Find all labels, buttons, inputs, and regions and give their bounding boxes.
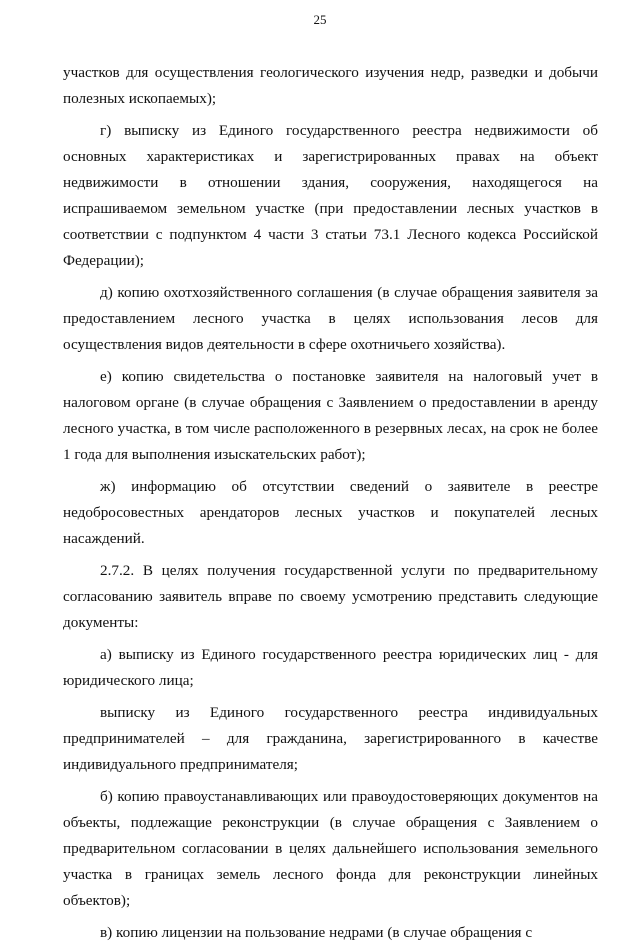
paragraph: е) копию свидетельства о постановке заявителя на налоговый учет в налоговом органе (в случае обращения с Заявлением о предоставлении в аренду лесного участка, в том числе расположенного в резервных лесах, на срок не более 1 года для выполнения изыскательских работ);: [63, 368, 598, 463]
paragraph: выписку из Единого государственного реестра индивидуальных предпринимателей – для гражданина, зарегистрированного в качестве индивидуального предпринимателя;: [63, 704, 598, 773]
paragraph: д) копию охотхозяйственного соглашения (в случае обращения заявителя за предоставлением лесного участка в целях использования лесов для осуществления видов деятельности в сфере охотничьего хозяйства).: [63, 284, 598, 353]
paragraph: а) выписку из Единого государственного реестра юридических лиц - для юридического лица;: [63, 646, 598, 689]
page-number: 25: [313, 12, 327, 27]
paragraph: б) копию правоустанавливающих или правоудостоверяющих документов на объекты, подлежащие реконструкции (в случае обращения с Заявлением о предварительном согласовании в целях дальнейшего использования земельного участка в границах земель лесного фонда для реконструкции линейных объектов);: [63, 788, 598, 909]
paragraph: 2.7.2. В целях получения государственной услуги по предварительному согласованию заявитель вправе по своему усмотрению представить следующие документы:: [63, 562, 598, 631]
paragraph: ж) информацию об отсутствии сведений о заявителе в реестре недобросовестных арендаторов лесных участков и покупателей лесных насаждений.: [63, 478, 598, 547]
paragraph: участков для осуществления геологического изучения недр, разведки и добычи полезных ископаемых);: [63, 64, 598, 107]
paragraph: в) копию лицензии на пользование недрами (в случае обращения с: [100, 924, 533, 941]
document-body: [63, 60, 598, 952]
paragraph: г) выписку из Единого государственного реестра недвижимости об основных характеристиках и зарегистрированных правах на объект недвижимости в отношении здания, сооружения, находящегося на испрашиваемом земельном участке (при предоставлении лесных участков в соответствии с подпунктом 4 части 3 статьи 73.1 Лесного кодекса Российской Федерации);: [63, 122, 598, 269]
